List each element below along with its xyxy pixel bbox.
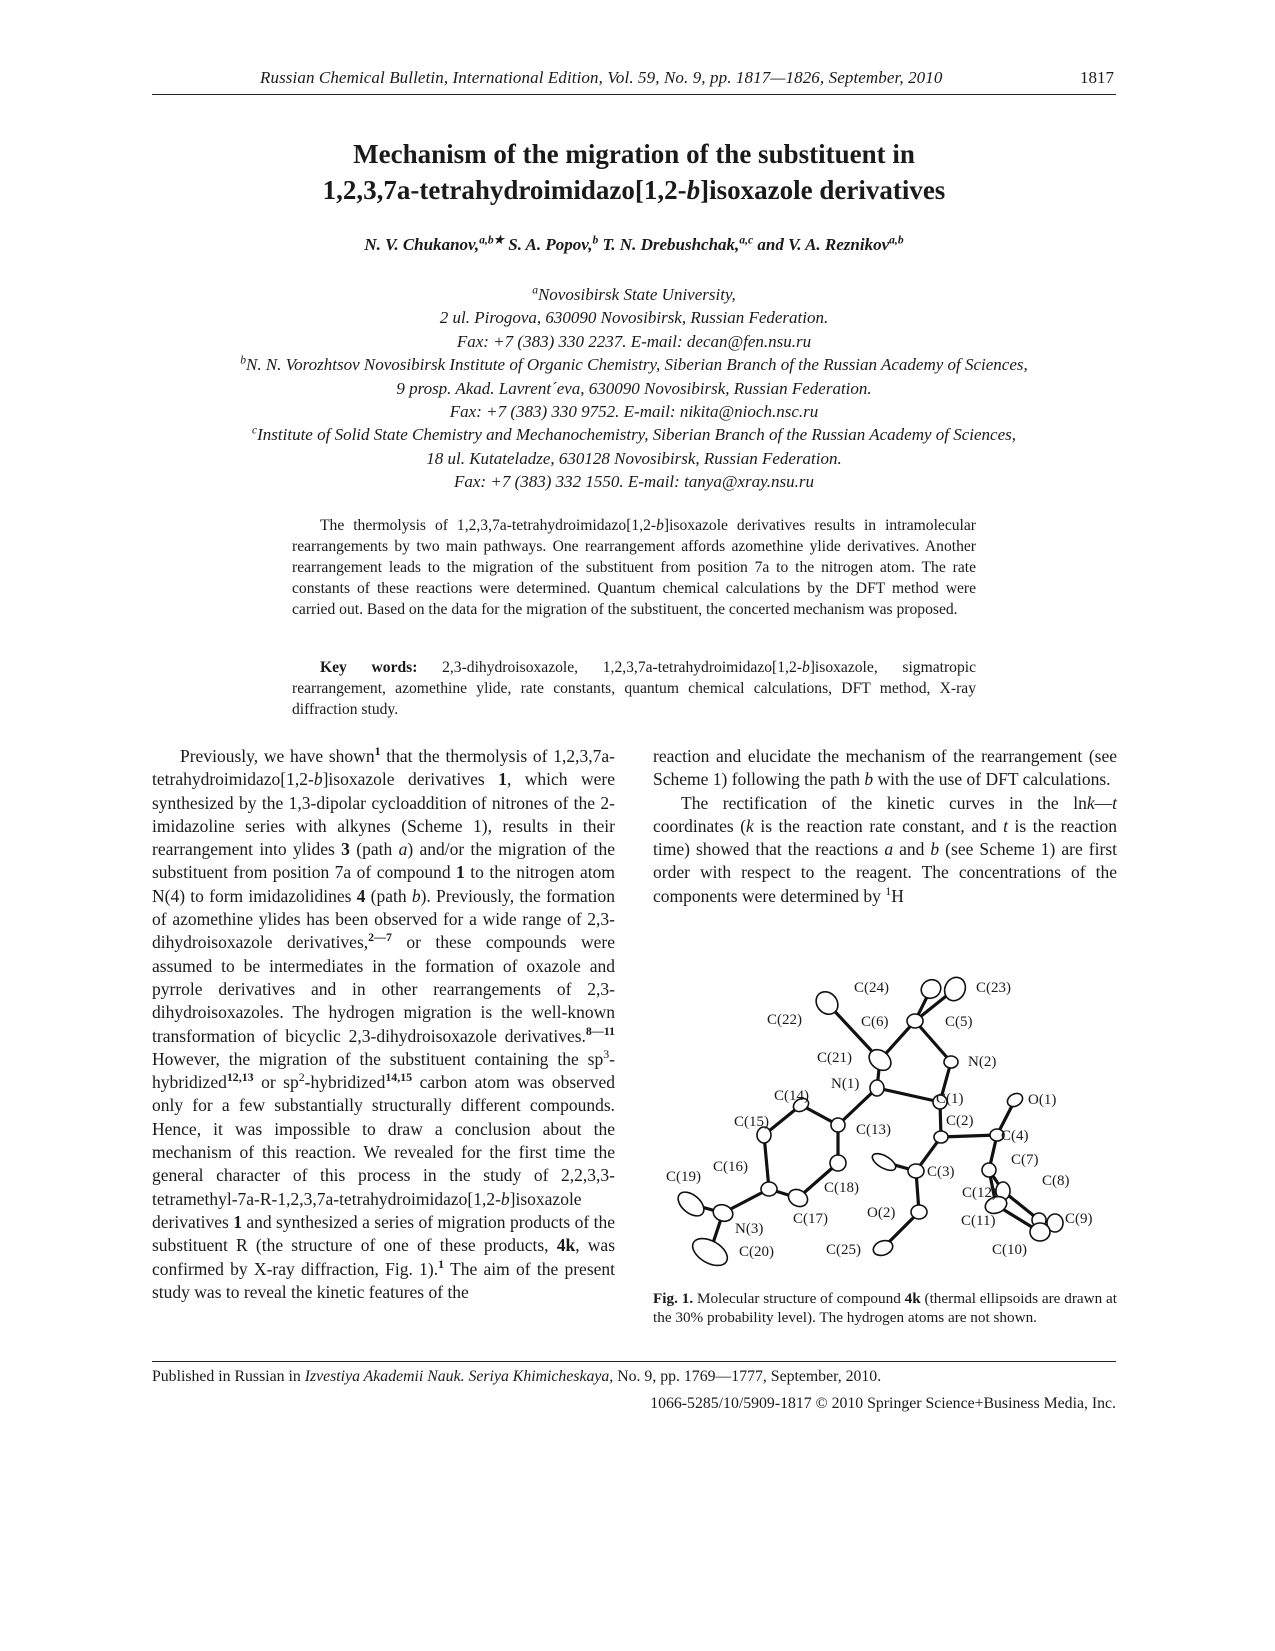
figure-1-molecular-structure — [653, 965, 1117, 1285]
abstract-text: ]isoxazole derivatives results in intramolecular rearrangements by two main pathways. One rearrangement affords azomethine ylide derivatives. Another rearrangement leads to the migration of the substituent from position 7a to the nitrogen atom. The rate constants of these reactions were determined. Quantum chemical calculations by the DFT method were carried out. Based on the data for the migration of the substituent, the concerted mechanism was proposed. — [292, 517, 976, 618]
atom-label-n3: N(3) — [735, 1221, 764, 1237]
atom-label-c3: C(3) — [927, 1164, 955, 1180]
atom-label-c10: C(10) — [992, 1242, 1027, 1258]
compound-number: 1 — [456, 862, 465, 883]
keywords-text: 2,3-dihydroisoxazole, 1,2,3,7a-tetrahydroimidazo[1,2- — [417, 659, 802, 676]
keywords-italic: b — [801, 659, 810, 676]
affiliation-text: Institute of Solid State Chemistry and Mechanochemistry, Siberian Branch of the Russian Academy of Sciences, — [257, 425, 1017, 445]
caption-label: Fig. 1. — [653, 1290, 694, 1307]
atom-label-c17: C(17) — [793, 1211, 828, 1227]
affiliation-line: 9 prosp. Akad. Lavrent´eva, 630090 Novosibirsk, Russian Federation. — [396, 378, 872, 398]
running-head — [152, 64, 1116, 95]
atom-label-c15: C(15) — [734, 1114, 769, 1130]
abstract-text: The thermolysis of 1,2,3,7a-tetrahydroimidazo[1,2- — [320, 517, 657, 534]
atom-label-o2: O(2) — [867, 1205, 896, 1221]
atom-label-c1: C(1) — [936, 1091, 964, 1107]
body-left-column — [152, 745, 615, 1304]
affiliation-line: Fax: +7 (383) 332 1550. E-mail: tanya@xray.nsu.ru — [454, 472, 814, 492]
title-text: ]isoxazole derivatives — [700, 175, 946, 205]
author-affiliation-mark: b — [592, 233, 599, 247]
compound-number: 4k — [904, 1290, 921, 1307]
atom-label-n1: N(1) — [831, 1076, 860, 1092]
keywords — [292, 657, 976, 720]
affiliation-mark: b — [240, 353, 246, 367]
compound-number: 4 — [356, 885, 366, 906]
journal-name-russian: Izvestiya Akademii Nauk. Seriya Khimicheskaya, — [304, 1368, 614, 1385]
author-name: and V. A. Reznikov — [753, 235, 890, 254]
page-number: 1817 — [1080, 68, 1114, 87]
reference-mark: 1 — [374, 744, 381, 759]
affiliation-line — [140, 353, 1128, 376]
author-name: N. V. Chukanov, — [364, 235, 480, 254]
figure-1-caption: Fig. 1. Molecular structure of compound 4k (thermal ellipsoids are drawn at the 30% probability level). The hydrogen atoms are not shown. — [653, 1290, 1117, 1327]
affiliation-line: 2 ul. Pirogova, 630090 Novosibirsk, Russian Federation. — [439, 308, 829, 328]
journal-citation: Russian Chemical Bulletin, International Edition, Vol. 59, No. 9, pp. 1817—1826, September, 2010 — [260, 68, 943, 87]
compound-number: 4k — [556, 1235, 576, 1256]
reference-mark: 1 — [438, 1256, 445, 1271]
reference-mark: 2—7 — [368, 930, 392, 945]
atom-label-c18: C(18) — [824, 1180, 859, 1196]
affiliation-mark: c — [251, 423, 258, 437]
reference-mark: 14,15 — [385, 1070, 413, 1085]
title-line-1: Mechanism of the migration of the substituent in — [353, 139, 915, 169]
atom-label-c2: C(2) — [946, 1113, 974, 1129]
author-affiliation-mark: a,c — [739, 233, 754, 247]
title-italic: b — [686, 175, 701, 205]
atom-label-c5: C(5) — [945, 1014, 973, 1030]
atom-label-c23: C(23) — [976, 980, 1011, 996]
affiliation-line — [140, 283, 1128, 306]
atom-label-c4: C(4) — [1001, 1128, 1029, 1144]
abstract-italic: b — [656, 517, 664, 534]
affiliation-text: N. N. Vorozhtsov Novosibirsk Institute of Organic Chemistry, Siberian Branch of the Russian Academy of Sciences, — [246, 355, 1028, 375]
atom-label-c22: C(22) — [767, 1012, 802, 1028]
affiliations — [140, 283, 1128, 494]
reference-mark: 8—11 — [585, 1023, 615, 1038]
atom-label-c14: C(14) — [774, 1088, 809, 1104]
atom-label-n2: N(2) — [968, 1054, 997, 1070]
atom-label-c8: C(8) — [1042, 1173, 1070, 1189]
keywords-label: Key words: — [320, 659, 418, 676]
author-name: T. N. Drebushchak, — [598, 235, 740, 254]
published-in-russian-note: Published in Russian in Izvestiya Akademii Nauk. Seriya Khimicheskaya, No. 9, pp. 1769—1777, September, 2010. — [152, 1368, 882, 1385]
atom-label-c19: C(19) — [666, 1169, 701, 1185]
affiliation-line — [140, 423, 1128, 446]
affiliation-text: Novosibirsk State University, — [537, 285, 736, 304]
reference-mark: 12,13 — [226, 1070, 254, 1085]
body-paragraph: reaction and elucidate the mechanism of the rearrangement (see Scheme 1) following the path b with the use of DFT calculations. — [653, 746, 1117, 790]
footer-divider — [152, 1361, 1116, 1362]
title-text: 1,2,3,7a-tetrahydroimidazo[1,2- — [322, 175, 687, 205]
author-affiliation-mark: a,b — [479, 233, 494, 247]
atom-label-c25: C(25) — [826, 1242, 861, 1258]
author-name: S. A. Popov, — [503, 235, 593, 254]
compound-number: 3 — [341, 839, 350, 860]
body-right-column — [653, 745, 1117, 908]
atom-label-c12: C(12) — [962, 1185, 997, 1201]
affiliation-line: 18 ul. Kutateladze, 630128 Novosibirsk, Russian Federation. — [426, 448, 842, 468]
compound-number: 1 — [233, 1211, 242, 1232]
atom-label-o1: O(1) — [1028, 1092, 1057, 1108]
atom-label-c24: C(24) — [854, 980, 889, 996]
abstract — [292, 515, 976, 620]
atom-label-c16: C(16) — [713, 1159, 748, 1175]
atom-label-c7: C(7) — [1011, 1152, 1039, 1168]
body-paragraph: The rectification of the kinetic curves in the lnk—t coordinates (k is the reaction rate constant, and t is the reaction time) showed that the reactions a and b (see Scheme 1) are first order with respect to the reagent. The concentrations of the components were determined by $^1$H — [653, 792, 1117, 906]
atom-label-c9: C(9) — [1065, 1211, 1093, 1227]
affiliation-line: Fax: +7 (383) 330 2237. E-mail: decan@fen.nsu.ru — [456, 331, 812, 351]
article-title — [152, 136, 1116, 208]
atom-label-c13: C(13) — [856, 1122, 891, 1138]
atom-label-c20: C(20) — [739, 1244, 774, 1260]
title-line-2 — [152, 172, 1116, 208]
compound-number: 1 — [498, 769, 507, 790]
affiliation-line: Fax: +7 (383) 330 9752. E-mail: nikita@nioch.nsc.ru — [449, 402, 819, 422]
atom-label-c21: C(21) — [817, 1050, 852, 1066]
copyright-line: 1066-5285/10/5909-1817 © 2010 Springer Science+Business Media, Inc. — [650, 1395, 1116, 1412]
keywords-text: ]isoxazole, sigmatropic rearrangement, azomethine ylide, rate constants, quantum chemical calculations, DFT method, X-ray diffraction study. — [292, 659, 976, 718]
corresponding-author-star: ★ — [493, 233, 504, 247]
atom-label-c11: C(11) — [961, 1213, 996, 1229]
affiliation-mark: a — [532, 283, 538, 297]
molecule-drawing — [653, 965, 1117, 1285]
body-paragraph: Previously, we have shown$^1$ that the thermolysis of 1,2,3,7a-tetrahydroimidazo[1,2-b]isoxazole derivatives 1, which were synthesized by the 1,3-dipolar cycloaddition of nitrones of the 2-imidazoline series with alkynes (Scheme 1), results in their rearrangement into ylides 3 (path a) and/or the migration of the substituent from position 7a of compound 1 to the nitrogen atom N(4) to form imidazolidines 4 (path b). Previously, the formation of azomethine ylides has been observed for a wide range of 2,3-dihydroisoxazole derivatives,$^{2—7}$ or these compounds were assumed to be intermediates in the formation of oxazole and pyrrole derivatives and in other rearrangements of 2,3-dihydroisoxazoles. The hydrogen migration is the well-known transformation of bicyclic 2,3-dihydroisoxazole derivatives.$^{8—11}$ However, the migration of the substituent containing the $sp^3-hybridized^{12,13}$ or $sp^2-hybridized^{14,15}$ carbon atom was observed only for a few substantially structurally different compounds. Hence, it was impossible to draw a conclusion about the mechanism of this reaction. We revealed for the first time the general character of this process in the study of 2,2,3,3-tetramethyl-7a-R-1,2,3,7a-tetrahydroimidazo[1,2-b]isoxazole derivatives 1 and synthesized a series of migration products of the substituent R (the structure of one of these products, 4k, was confirmed by X-ray diffraction, Fig. 1).$^1$ The aim of the present study was to reveal the kinetic features of the — [152, 744, 616, 1302]
atom-label-c6: C(6) — [861, 1014, 889, 1030]
author-list — [152, 235, 1116, 255]
author-affiliation-mark: a,b — [889, 233, 904, 247]
